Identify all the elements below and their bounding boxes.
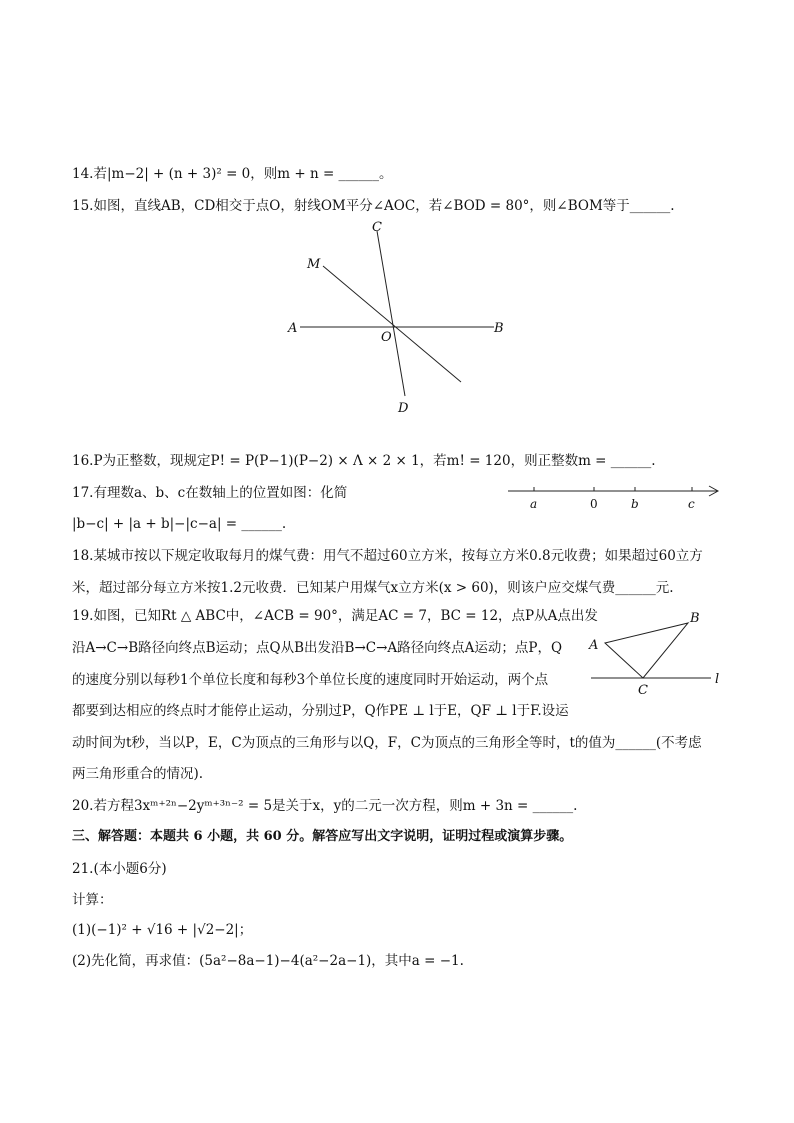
label-a: A bbox=[288, 321, 298, 336]
question-19-line-4: 都要到达相应的终点时才能停止运动，分别过P，Q作PE ⊥ l于E，QF ⊥ l于F.设运 bbox=[72, 703, 569, 719]
tick-zero: 0 bbox=[590, 497, 598, 511]
question-17-line-2: |b−c| + |a + b|−|c−a| = ______. bbox=[72, 516, 287, 532]
question-21-part-1: (1)(−1)² + √16 + |√2−2|； bbox=[72, 922, 253, 938]
tri-label-c: C bbox=[638, 683, 648, 696]
tick-b: b bbox=[631, 497, 639, 511]
question-20: 20.若方程3xᵐ⁺²ⁿ−2yᵐ⁺³ⁿ⁻² = 5是关于x，y的二元一次方程，则m + 3n = ______. bbox=[72, 798, 578, 814]
triangle-figure bbox=[585, 606, 725, 696]
label-c: C bbox=[372, 220, 382, 235]
question-21-title: 21.(本小题6分) bbox=[72, 861, 167, 877]
label-d: D bbox=[398, 401, 409, 416]
question-15: 15.如图，直线AB，CD相交于点O，射线OM平分∠AOC，若∠BOD = 80°，则∠BOM等于______. bbox=[72, 198, 675, 214]
question-19-line-6: 两三角形重合的情况). bbox=[72, 766, 204, 782]
tri-label-l: l bbox=[715, 672, 720, 687]
question-16: 16.P为正整数，现规定P! = P(P−1)(P−2) × Λ × 2 × 1，若m! = 120，则正整数m = ______. bbox=[72, 453, 656, 469]
tri-label-a: A bbox=[589, 638, 599, 653]
label-m: M bbox=[307, 257, 321, 272]
label-o: O bbox=[381, 330, 392, 345]
question-19-line-5: 动时间为t秒，当以P，E，C为顶点的三角形与以Q，F，C为顶点的三角形全等时，t的值为______(不考虑 bbox=[72, 735, 702, 751]
question-18-line-1: 18.某城市按以下规定收取每月的煤气费：用气不超过60立方米，按每立方米0.8元收费；如果超过60立方 bbox=[72, 548, 703, 564]
tick-c: c bbox=[688, 497, 695, 511]
question-21-calc: 计算： bbox=[72, 892, 113, 908]
tri-label-b: B bbox=[690, 611, 700, 626]
q15-figure bbox=[280, 216, 520, 421]
question-19-line-3: 的速度分别以每秒1个单位长度和每秒3个单位长度的速度同时开始运动，两个点 bbox=[72, 672, 549, 688]
question-17-line-1: 17.有理数a、b、c在数轴上的位置如图：化简 bbox=[72, 485, 348, 501]
section-heading: 三、解答题：本题共 6 小题，共 60 分。解答应写出文字说明，证明过程或演算步骤。 bbox=[72, 829, 573, 844]
question-18-line-2: 米，超过部分每立方米按1.2元收费．已知某户用煤气x立方米(x > 60)，则该户应交煤气费______元. bbox=[72, 580, 674, 596]
number-line bbox=[505, 480, 725, 516]
question-14: 14.若|m−2| + (n + 3)² = 0，则m + n = ______。 bbox=[72, 166, 393, 182]
question-19-line-2: 沿A→C→B路径向终点B运动；点Q从B出发沿B→C→A路径向终点A运动；点P，Q bbox=[72, 640, 563, 656]
question-19-line-1: 19.如图，已知Rt △ ABC中，∠ACB = 90°，满足AC = 7，BC = 12，点P从A点出发 bbox=[72, 608, 598, 624]
label-b: B bbox=[494, 321, 504, 336]
question-21-part-2: (2)先化简，再求值：(5a²−8a−1)−4(a²−2a−1)，其中a = −1. bbox=[72, 953, 464, 969]
tick-a: a bbox=[530, 497, 538, 511]
